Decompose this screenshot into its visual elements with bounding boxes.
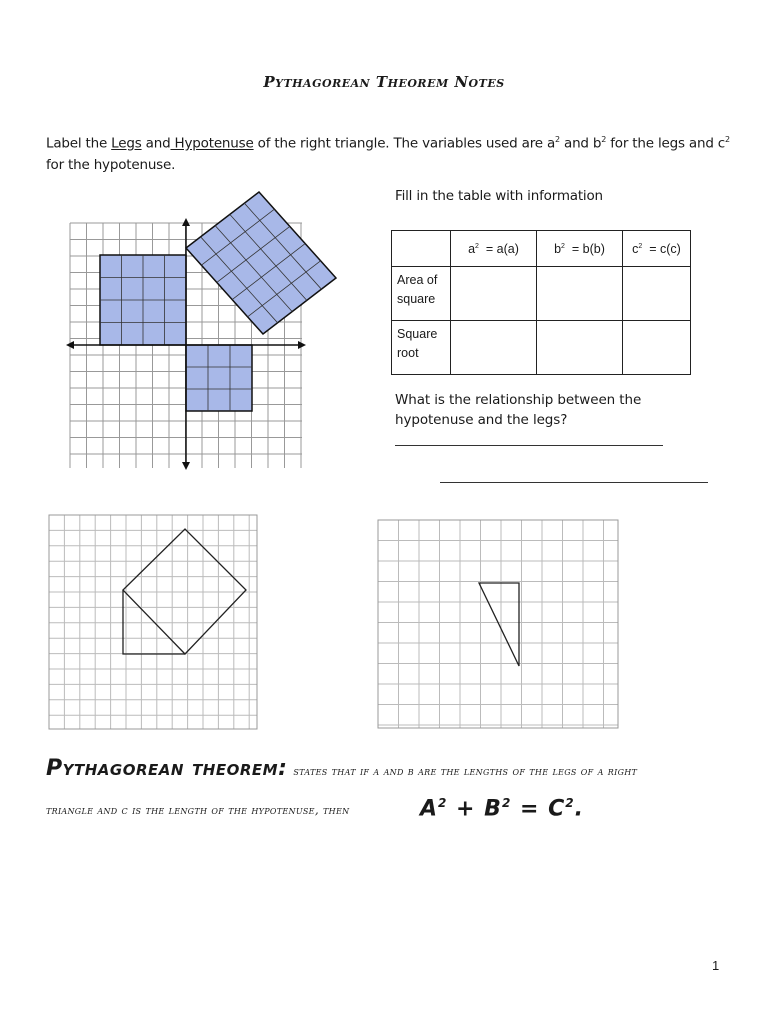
table-row [392, 321, 691, 375]
relationship-question: What is the relationship between the hypotenuse and the legs? [395, 392, 642, 428]
table-header-row [392, 231, 691, 267]
triangle-grid [378, 520, 620, 730]
table-caption: Fill in the table with information [395, 188, 603, 204]
theorem-statement [46, 756, 637, 781]
superscript: 2 [725, 135, 730, 144]
page-title: Pythagorean Theorem Notes [263, 73, 505, 91]
table-header-cell: $c^2 = c(c)$ [623, 231, 691, 267]
intro-text: for the legs and c [606, 135, 726, 152]
table-header-cell: $a^2 = a(a)$ [451, 231, 537, 267]
intro-text: Label the [46, 135, 112, 152]
right-triangle [479, 583, 519, 666]
superscript: 2 [601, 135, 607, 144]
table-cell[interactable] [623, 321, 691, 375]
arrow-right-icon [298, 341, 306, 349]
row-label-root: Square root [392, 321, 451, 375]
intro-text: of the right triangle. The variables used are a [253, 135, 556, 152]
table-row [392, 267, 691, 321]
row-label-area: Area of square [392, 267, 451, 321]
pythagorean-squares-graph [64, 190, 304, 470]
superscript: 2 [555, 135, 560, 144]
intro-text: for the hypotenuse. [46, 156, 176, 173]
table-cell[interactable] [451, 267, 537, 321]
table-header-cell: $b^2 = b(b)$ [537, 231, 623, 267]
intro-instructions [46, 129, 736, 176]
intro-text: and b [559, 135, 602, 152]
answer-line[interactable] [440, 482, 708, 483]
hypotenuse-term: Hypotenuse [170, 135, 254, 152]
table-cell[interactable] [623, 267, 691, 321]
answer-line[interactable] [395, 445, 663, 446]
table-cell[interactable] [537, 267, 623, 321]
theorem-heading: Pythagorean theorem: [46, 756, 288, 781]
arrow-up-icon [182, 218, 190, 226]
table-cell[interactable] [537, 321, 623, 375]
square-c [186, 192, 336, 334]
table-cell[interactable] [451, 321, 537, 375]
tilted-square-grid [49, 515, 259, 731]
theorem-statement-cont: triangle and c is the length of the hypotenuse, then [46, 803, 350, 817]
intro-text: and [141, 135, 171, 152]
square-b [186, 345, 252, 411]
legs-term: Legs [111, 135, 142, 152]
info-table [391, 230, 691, 375]
pythagorean-formula: $A^2 + B^2 = C^2$. [420, 796, 584, 822]
arrow-down-icon [182, 462, 190, 470]
table-header-cell [392, 231, 451, 267]
theorem-text: states that if a and b are the lengths of the legs of a right [293, 764, 638, 778]
page-number: 1 [712, 958, 720, 973]
